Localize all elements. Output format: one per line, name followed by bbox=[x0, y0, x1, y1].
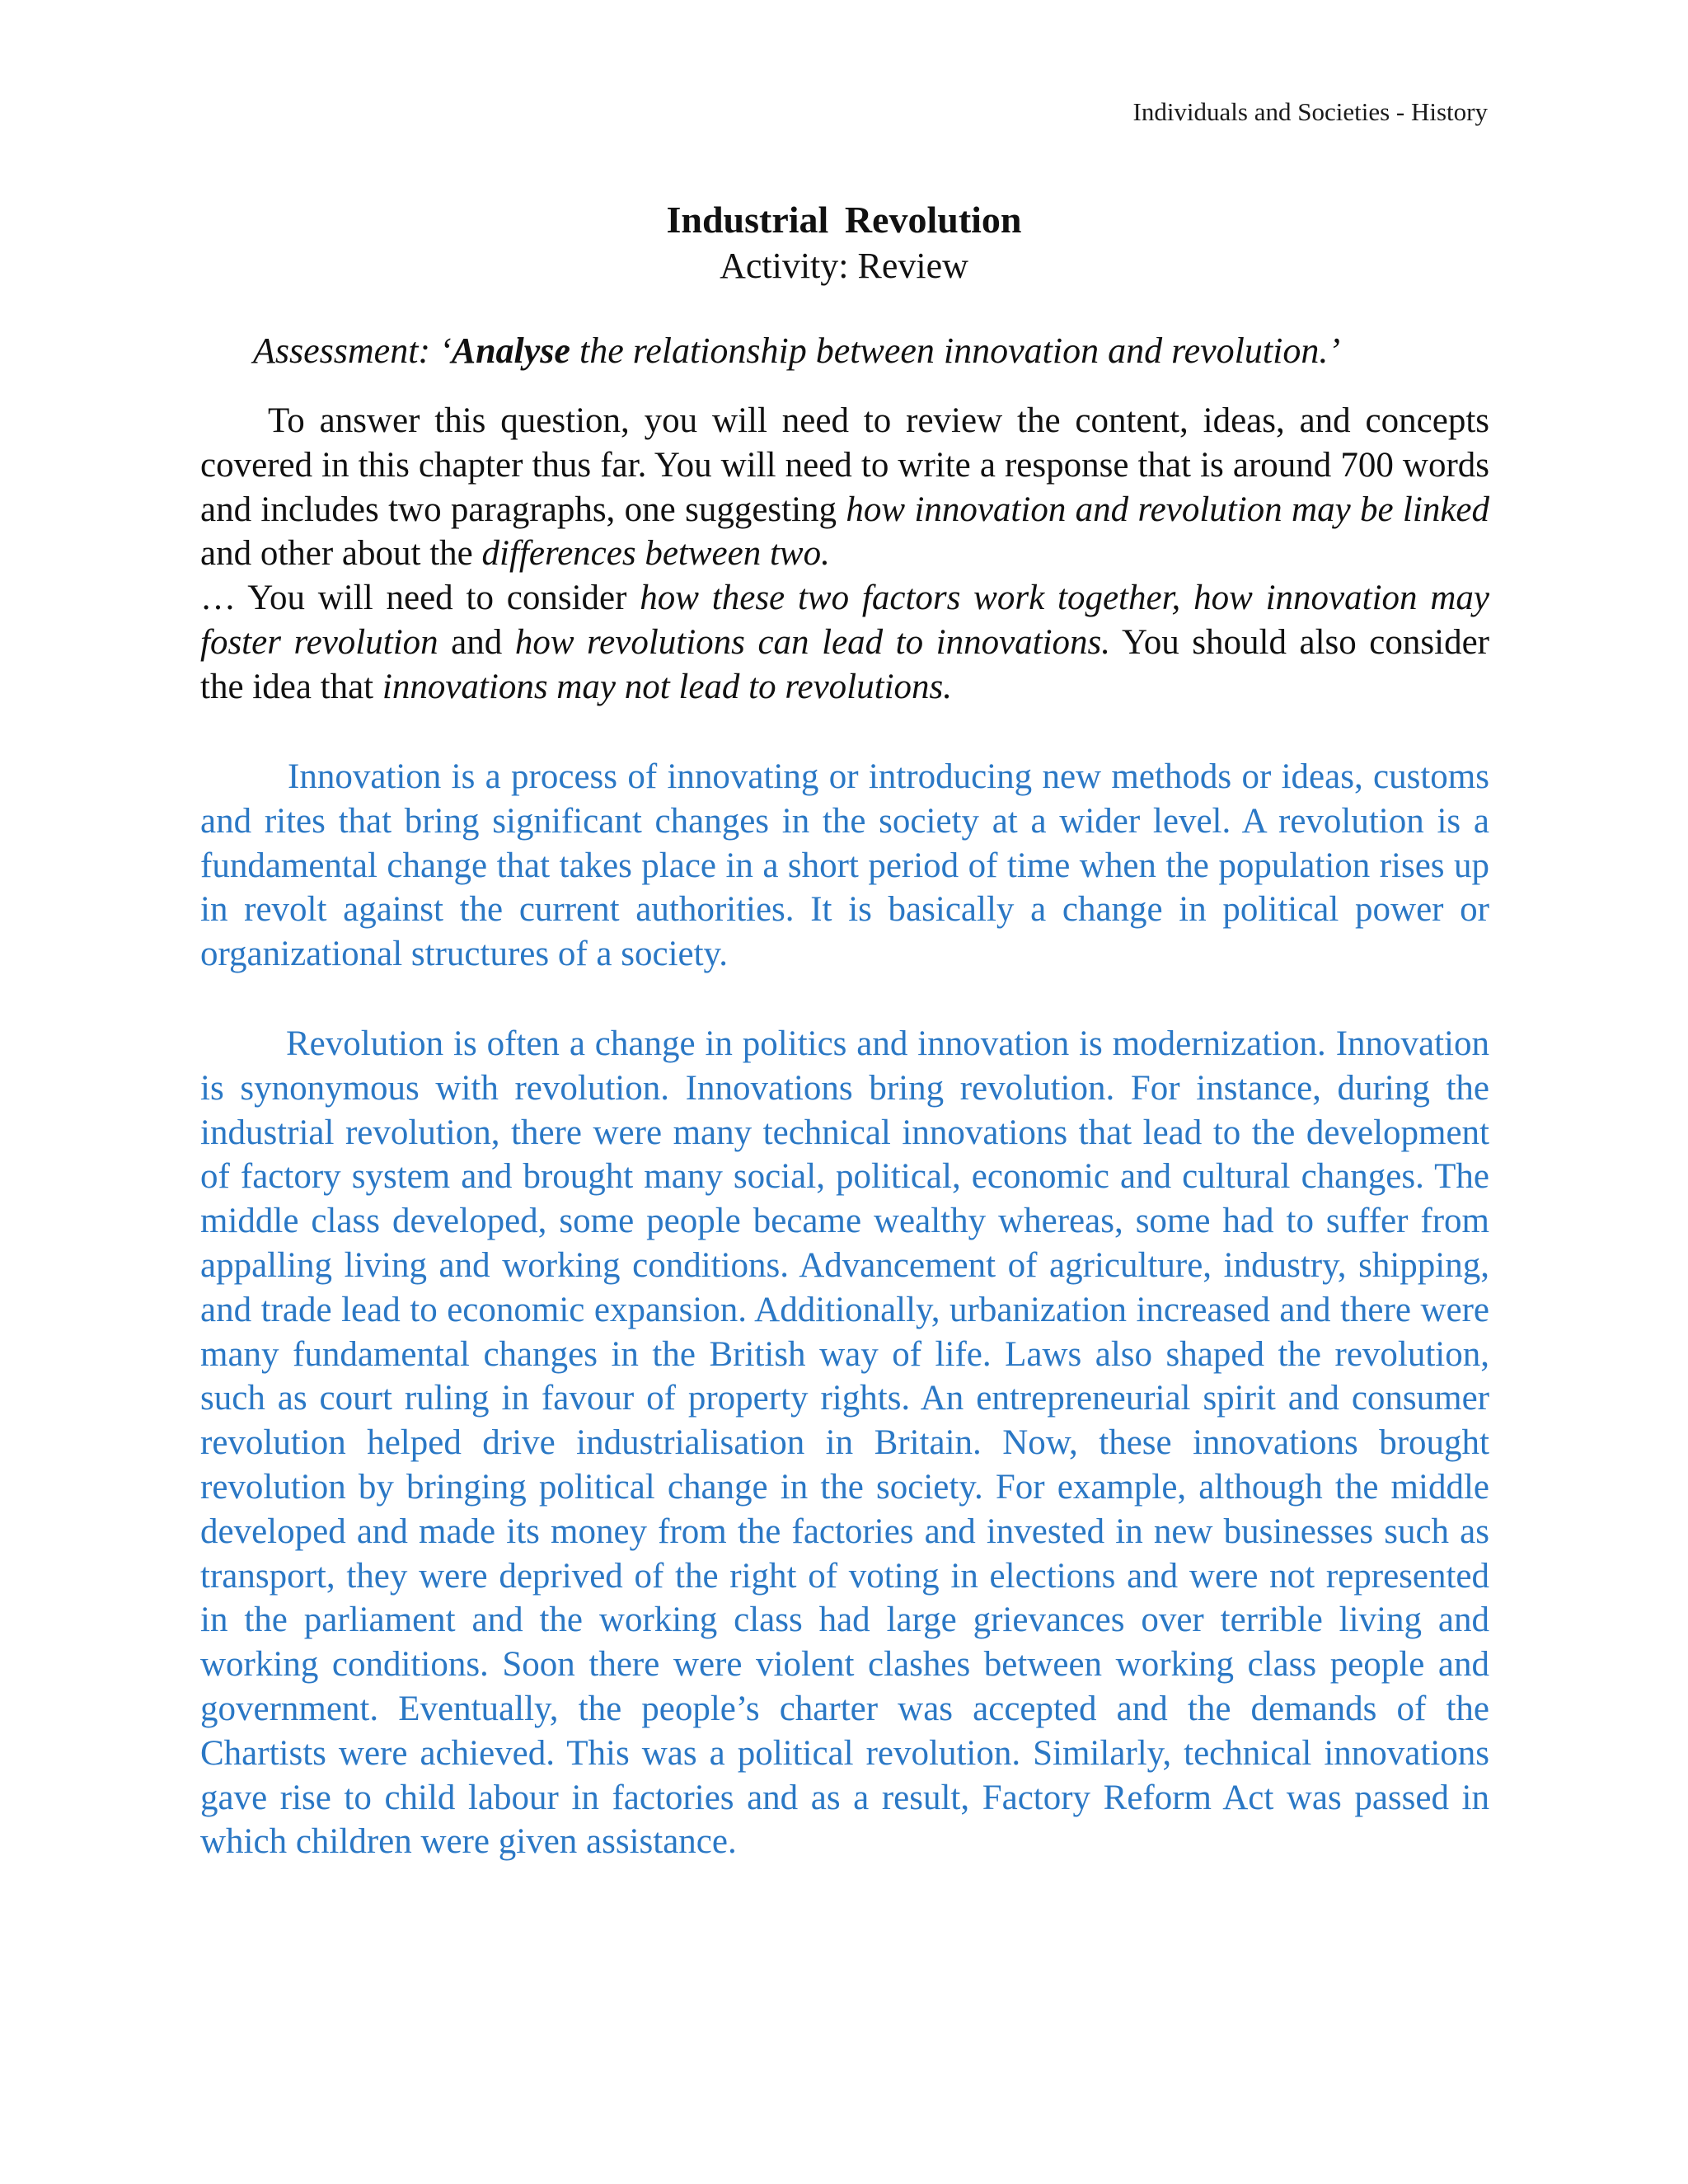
instructions-text bbox=[200, 399, 1489, 710]
instructions-paragraph-1 bbox=[200, 399, 1489, 576]
answer-paragraph-2 bbox=[200, 1022, 1489, 1864]
page-title: Industrial Revolution bbox=[666, 199, 1022, 241]
instructions-italic-run: how innovation and revolution may be linked bbox=[846, 490, 1489, 529]
instructions-text-run: … You will need to consider bbox=[200, 579, 640, 618]
instructions-text-run: You should also consider the idea that bbox=[200, 622, 1489, 706]
assessment-keyword: Analyse bbox=[451, 330, 570, 371]
assessment-prefix: Assessment: ‘ bbox=[253, 330, 452, 371]
answer-paragraph-1-text: Innovation is a process of innovating or introducing new methods or ideas, customs and rites that bring significant changes in the society at a wider level. A revolution is a fundamental change that takes place in a short period of time when the population rises up in revolt against the current authorities. It is basically a change in political power or organizational structures of a society. bbox=[200, 757, 1489, 974]
assessment-prompt bbox=[253, 330, 1489, 372]
activity-subtitle: Activity: Review bbox=[720, 246, 968, 286]
instructions-text-run: and other about the bbox=[200, 534, 482, 574]
answer-paragraph-1 bbox=[200, 755, 1489, 977]
instructions-italic-run: innovations may not lead to revolutions. bbox=[382, 667, 952, 706]
assessment-question: the relationship between innovation and revolution.’ bbox=[570, 330, 1341, 371]
instructions-paragraph-2 bbox=[200, 576, 1489, 709]
instructions-italic-run: differences between two. bbox=[481, 534, 830, 574]
course-header: Individuals and Societies - History bbox=[1132, 97, 1488, 126]
instructions-italic-run: how these two factors work together, how innovation may foster revolution bbox=[200, 579, 1489, 662]
instructions-text-run: To answer this question, you will need to review the content, ideas, and concepts covered in this chapter thus far. You will need to write a response that is around 700 words and includes two paragraphs, one suggesting bbox=[200, 401, 1489, 529]
answer-paragraph-2-text: Revolution is often a change in politics and innovation is modernization. Innovation is synonymous with revolution. Innovations bring revolution. For instance, during the industrial revolution, there were many technical innovations that lead to the development of factory system and brought many social, political, economic and cultural changes. The middle class developed, some people became wealthy whereas, some had to suffer from appalling living and working conditions. Advancement of agriculture, industry, shipping, and trade lead to economic expansion. Additionally, urbanization increased and there were many fundamental changes in the British way of life. Laws also shaped the revolution, such as court ruling in favour of property rights. An entrepreneurial spirit and consumer revolution helped drive industrialisation in Britain. Now, these innovations brought revolution by bringing political change in the society. For example, although the middle developed and made its money from the factories and invested in new businesses such as transport, they were deprived of the right of voting in elections and were not represented in the parliament and the working class had large grievances over terrible living and working conditions. Soon there were violent clashes between working class people and government. Eventually, the people’s charter was accepted and the demands of the Chartists were achieved. This was a political revolution. Similarly, technical innovations gave rise to child labour in factories and as a result, Factory Reform Act was passed in which children were given assistance. bbox=[200, 1024, 1489, 1862]
instructions-italic-run: how revolutions can lead to innovations. bbox=[514, 622, 1111, 662]
instructions-text-run: and bbox=[438, 622, 515, 662]
